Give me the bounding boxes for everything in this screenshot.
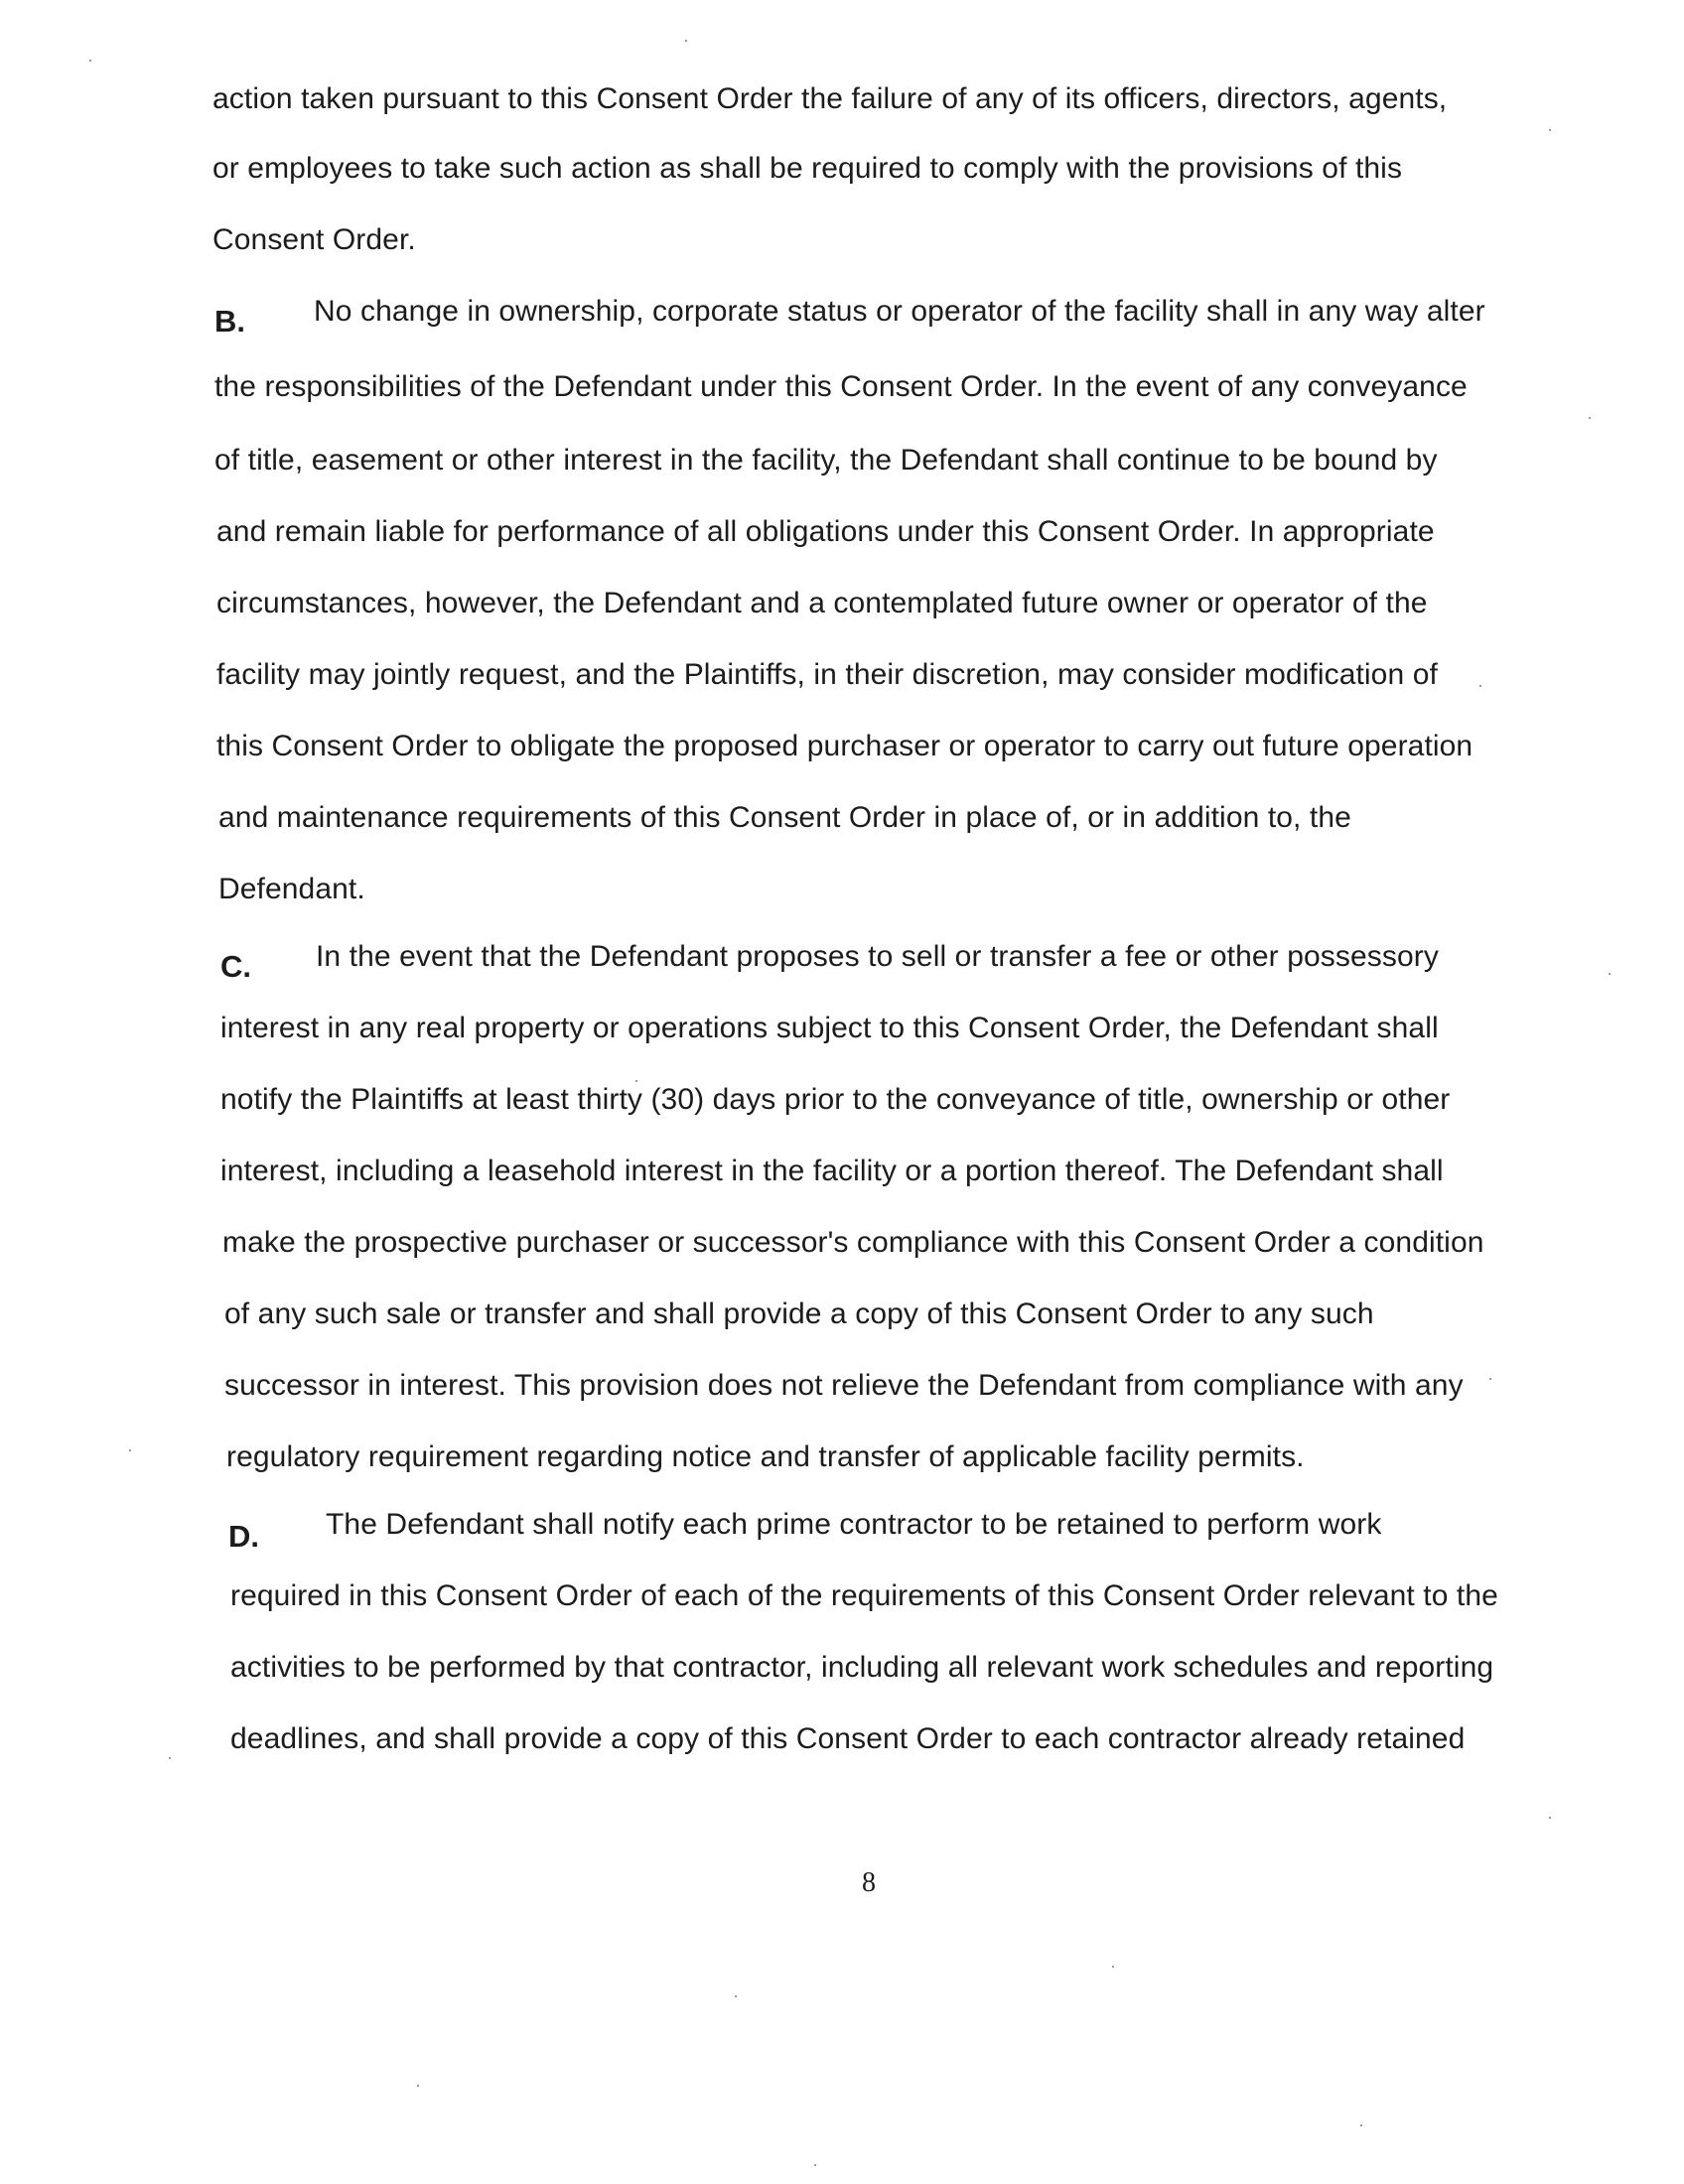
scan-speck (735, 1995, 737, 1997)
text-line: Consent Order. (212, 223, 416, 256)
text-line: regulatory requirement regarding notice and transfer of applicable facility permits. (226, 1440, 1305, 1473)
page-number: 8 (862, 1867, 876, 1898)
text-line: of title, easement or other interest in the facility, the Defendant shall continue to be bound by (214, 444, 1438, 477)
text-line: activities to be performed by that contractor, including all relevant work schedules and reporting (230, 1651, 1494, 1684)
paragraph-marker-c: C. (220, 949, 251, 984)
text-line: and maintenance requirements of this Consent Order in place of, or in addition to, the (218, 801, 1351, 834)
text-line: and remain liable for performance of all obligations under this Consent Order. In appropriate (216, 515, 1435, 548)
text-line: The Defendant shall notify each prime contractor to be retained to perform work (326, 1508, 1382, 1541)
text-line: In the event that the Defendant proposes to sell or transfer a fee or other possessory (316, 940, 1439, 973)
scan-speck (1609, 973, 1611, 975)
text-line: Defendant. (218, 873, 365, 905)
text-line: action taken pursuant to this Consent Order the failure of any of its officers, directors, agents, (212, 82, 1448, 115)
text-line: of any such sale or transfer and shall provide a copy of this Consent Order to any such (224, 1297, 1374, 1330)
text-line: successor in interest. This provision does not relieve the Defendant from compliance with any (224, 1369, 1464, 1402)
text-line: facility may jointly request, and the Plaintiffs, in their discretion, may consider modification of (216, 658, 1438, 691)
scan-speck (814, 2164, 816, 2166)
scan-speck (1360, 2124, 1362, 2126)
paragraph-marker-d: D. (228, 1519, 259, 1554)
scan-speck (1549, 129, 1551, 131)
text-line: this Consent Order to obligate the proposed purchaser or operator to carry out future operation (216, 730, 1474, 762)
text-line: No change in ownership, corporate status or operator of the facility shall in any way alter (314, 295, 1485, 328)
scan-speck (417, 2085, 419, 2087)
text-line: required in this Consent Order of each of the requirements of this Consent Order relevant to the (230, 1579, 1498, 1612)
scan-speck (685, 40, 687, 42)
scan-speck (1549, 1817, 1551, 1819)
text-line: make the prospective purchaser or successor's compliance with this Consent Order a condition (222, 1226, 1484, 1259)
text-line: deadlines, and shall provide a copy of this Consent Order to each contractor already retained (230, 1722, 1466, 1755)
scan-speck (1112, 1966, 1114, 1968)
text-line: the responsibilities of the Defendant under this Consent Order. In the event of any conveyance (214, 370, 1468, 403)
text-line: circumstances, however, the Defendant and a contemplated future owner or operator of the (216, 587, 1428, 619)
scan-speck (1589, 417, 1591, 419)
scan-speck (169, 1757, 171, 1759)
text-line: or employees to take such action as shall be required to comply with the provisions of this (212, 152, 1403, 185)
text-line: interest, including a leasehold interest in the facility or a portion thereof. The Defendant shall (220, 1155, 1444, 1187)
scan-speck (89, 60, 91, 62)
scan-speck (635, 1080, 637, 1082)
scan-speck (1489, 1378, 1491, 1380)
paragraph-marker-b: B. (214, 304, 245, 339)
scan-speck (1479, 685, 1481, 687)
scan-speck (129, 1449, 131, 1451)
text-line: interest in any real property or operations subject to this Consent Order, the Defendant shall (220, 1012, 1439, 1044)
text-line: notify the Plaintiffs at least thirty (30) days prior to the conveyance of title, ownership or other (220, 1083, 1451, 1116)
